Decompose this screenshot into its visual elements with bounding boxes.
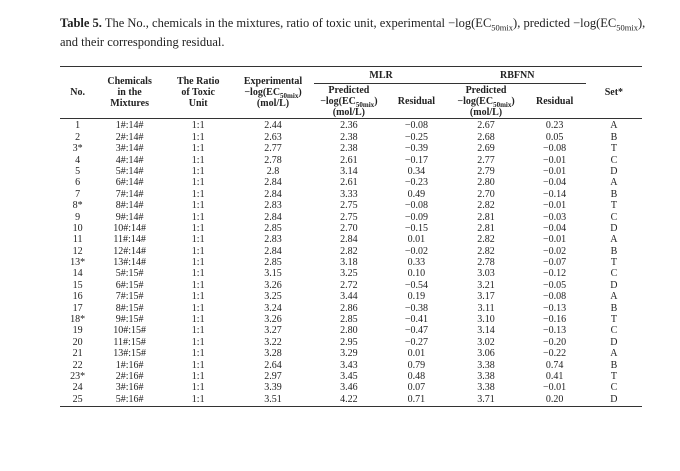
cell-no: 16 <box>72 291 83 303</box>
cell-mlr-residual: 0.07 <box>407 382 426 394</box>
cell-rbfnn-residual: −0.01 <box>543 165 567 177</box>
cell-mlr-residual: 0.49 <box>407 188 426 200</box>
cell-rbfnn-residual: −0.13 <box>543 325 567 337</box>
cell-rbfnn-predicted: 3.03 <box>477 268 495 280</box>
cell-mlr-residual: 0.01 <box>407 348 426 360</box>
cell-ratio: 1:1 <box>191 370 205 382</box>
cell-experimental: 3.26 <box>264 279 282 291</box>
header-rbfnn: RBFNN <box>449 67 586 84</box>
table-row <box>60 144 642 155</box>
cell-mlr-residual: 0.71 <box>407 393 426 405</box>
cell-chemicals: 3#:14# <box>115 143 144 155</box>
cell-mlr-residual: −0.08 <box>404 120 428 132</box>
header-experimental-line2: $-\log(EC_{50mix})$ <box>244 87 302 100</box>
header-set: Set* <box>586 67 642 119</box>
cell-experimental: 2.83 <box>264 200 282 212</box>
cell-rbfnn-predicted: 2.69 <box>477 143 495 155</box>
table-row <box>60 337 642 348</box>
cell-rbfnn-residual: −0.14 <box>543 188 567 200</box>
cell-ratio: 1:1 <box>191 279 205 291</box>
cell-ratio: 1:1 <box>191 131 205 143</box>
cell-mlr-predicted: 3.46 <box>340 382 358 394</box>
cell-experimental: 2.85 <box>264 257 282 269</box>
cell-mlr-predicted: 2.95 <box>340 336 358 348</box>
cell-no: 4 <box>75 154 81 166</box>
cell-set: B <box>610 302 618 314</box>
table-row <box>60 178 642 189</box>
table-row <box>60 292 642 303</box>
caption-text-1: The No., chemicals in the mixtures, ratio of toxic unit, experimental −log(EC <box>101 16 492 30</box>
cell-rbfnn-predicted: 2.82 <box>477 234 495 246</box>
cell-mlr-predicted: 4.22 <box>340 393 358 405</box>
header-no: No. <box>60 67 95 119</box>
cell-no: 24 <box>72 382 83 394</box>
cell-rbfnn-residual: −0.20 <box>543 336 567 348</box>
cell-rbfnn-residual: 0.74 <box>545 359 564 371</box>
cell-ratio: 1:1 <box>191 302 205 314</box>
cell-ratio: 1:1 <box>191 200 205 212</box>
table-row <box>60 224 642 235</box>
caption-subscript-1: 50mix <box>491 22 514 33</box>
header-experimental <box>232 67 313 119</box>
cell-chemicals: 2#:16# <box>115 370 144 382</box>
table-row <box>60 235 642 246</box>
cell-mlr-predicted: 2.38 <box>340 143 358 155</box>
cell-rbfnn-residual: −0.01 <box>543 382 567 394</box>
cell-experimental: 2.84 <box>264 177 282 189</box>
cell-no: 18* <box>70 314 86 326</box>
cell-no: 9 <box>75 211 81 223</box>
cell-ratio: 1:1 <box>191 120 205 132</box>
cell-set: T <box>610 143 617 155</box>
cell-mlr-predicted: 2.84 <box>340 234 358 246</box>
cell-set: C <box>610 268 618 280</box>
cell-rbfnn-residual: −0.05 <box>543 279 567 291</box>
cell-mlr-residual: 0.10 <box>407 268 426 280</box>
cell-no: 3* <box>72 143 83 155</box>
cell-chemicals: 5#:16# <box>115 393 144 405</box>
cell-set: T <box>610 200 617 212</box>
cell-set: C <box>610 325 618 337</box>
cell-experimental: 2.97 <box>264 370 282 382</box>
cell-set: T <box>610 257 617 269</box>
cell-chemicals: 1#:14# <box>115 120 144 132</box>
cell-rbfnn-residual: −0.03 <box>543 211 567 223</box>
cell-no: 25 <box>72 393 83 405</box>
cell-mlr-residual: 0.34 <box>407 165 426 177</box>
table-row <box>60 155 642 166</box>
cell-chemicals: 4#:14# <box>115 154 144 166</box>
table-body <box>60 119 642 407</box>
cell-ratio: 1:1 <box>191 348 205 360</box>
cell-chemicals: 2#:14# <box>115 131 144 143</box>
cell-experimental: 3.15 <box>264 268 282 280</box>
cell-chemicals: 11#:14# <box>113 234 146 246</box>
cell-mlr-predicted: 2.70 <box>340 222 358 234</box>
cell-no: 1 <box>75 120 81 132</box>
header-chemicals <box>95 67 164 119</box>
header-ratio-line1: The Ratio <box>176 76 220 87</box>
cell-rbfnn-residual: 0.41 <box>545 370 564 382</box>
table-row <box>60 201 642 212</box>
cell-set: D <box>610 336 618 348</box>
cell-rbfnn-predicted: 2.79 <box>477 165 495 177</box>
cell-ratio: 1:1 <box>191 359 205 371</box>
cell-rbfnn-predicted: 3.38 <box>477 359 495 371</box>
cell-rbfnn-residual: −0.02 <box>543 245 567 257</box>
cell-rbfnn-predicted: 2.81 <box>477 222 495 234</box>
cell-chemicals: 9#:14# <box>115 211 144 223</box>
cell-mlr-predicted: 2.38 <box>340 131 358 143</box>
cell-set: C <box>610 211 618 223</box>
caption-text-3: ), and their corresponding residual. <box>60 16 646 49</box>
cell-mlr-predicted: 3.14 <box>340 165 358 177</box>
cell-chemicals: 7#:15# <box>115 291 144 303</box>
cell-rbfnn-residual: −0.22 <box>543 348 567 360</box>
cell-mlr-predicted: 3.33 <box>340 188 358 200</box>
cell-no: 20 <box>72 336 83 348</box>
cell-mlr-residual: −0.15 <box>404 222 428 234</box>
cell-experimental: 2.8 <box>266 165 280 177</box>
table-row <box>60 360 642 371</box>
cell-mlr-predicted: 2.36 <box>340 120 358 132</box>
cell-mlr-predicted: 2.80 <box>340 325 358 337</box>
cell-experimental: 2.84 <box>264 211 282 223</box>
cell-set: B <box>610 359 618 371</box>
header-rbfnn-residual: Residual <box>523 84 585 119</box>
cell-no: 2 <box>75 131 81 143</box>
header-ratio <box>164 67 233 119</box>
cell-experimental: 2.83 <box>264 234 282 246</box>
cell-experimental: 3.22 <box>264 336 282 348</box>
header-ratio-line3: Unit <box>188 98 208 109</box>
cell-mlr-predicted: 2.86 <box>340 302 358 314</box>
cell-set: D <box>610 393 618 405</box>
table-row <box>60 280 642 291</box>
cell-experimental: 3.28 <box>264 348 282 360</box>
cell-set: A <box>610 348 618 360</box>
cell-experimental: 2.63 <box>264 131 282 143</box>
cell-chemicals: 3#:16# <box>115 382 144 394</box>
table-row <box>60 372 642 383</box>
cell-mlr-predicted: 3.44 <box>340 291 358 303</box>
cell-chemicals: 6#:15# <box>115 279 144 291</box>
cell-no: 17 <box>72 302 83 314</box>
cell-no: 22 <box>72 359 83 371</box>
cell-rbfnn-residual: −0.01 <box>543 234 567 246</box>
table-row <box>60 315 642 326</box>
table-label: Table 5. <box>60 16 102 30</box>
table-caption <box>60 14 660 52</box>
cell-rbfnn-predicted: 2.82 <box>477 200 495 212</box>
table-row <box>60 258 642 269</box>
cell-no: 11 <box>72 234 83 246</box>
cell-experimental: 3.25 <box>264 291 282 303</box>
table-row <box>60 189 642 200</box>
cell-no: 23* <box>70 370 86 382</box>
cell-rbfnn-residual: −0.08 <box>543 143 567 155</box>
cell-set: D <box>610 222 618 234</box>
cell-experimental: 3.39 <box>264 382 282 394</box>
header-experimental-line3: (mol/L) <box>256 98 290 109</box>
table-row <box>60 212 642 223</box>
cell-no: 8* <box>72 200 83 212</box>
cell-experimental: 3.51 <box>264 393 282 405</box>
caption-text-2: ), predicted −log(EC <box>513 16 617 30</box>
cell-set: B <box>610 188 618 200</box>
cell-set: A <box>610 177 618 189</box>
header-experimental-line1: Experimental <box>243 76 303 87</box>
cell-chemicals: 10#:14# <box>113 222 146 234</box>
cell-no: 5 <box>75 165 81 177</box>
cell-mlr-residual: −0.47 <box>404 325 428 337</box>
table-row <box>60 132 642 143</box>
cell-rbfnn-predicted: 3.02 <box>477 336 495 348</box>
cell-mlr-residual: −0.27 <box>404 336 428 348</box>
cell-rbfnn-residual: 0.20 <box>545 393 564 405</box>
cell-rbfnn-predicted: 2.82 <box>477 245 495 257</box>
caption-subscript-2: 50mix <box>616 22 638 33</box>
cell-ratio: 1:1 <box>191 291 205 303</box>
cell-experimental: 2.84 <box>264 188 282 200</box>
cell-rbfnn-predicted: 3.11 <box>477 302 495 314</box>
cell-mlr-residual: −0.54 <box>404 279 428 291</box>
cell-experimental: 2.78 <box>264 154 282 166</box>
cell-rbfnn-predicted: 3.14 <box>477 325 495 337</box>
table-row <box>60 326 642 337</box>
cell-ratio: 1:1 <box>191 177 205 189</box>
header-mlr-residual: Residual <box>384 84 448 119</box>
cell-mlr-residual: −0.39 <box>404 143 428 155</box>
cell-ratio: 1:1 <box>191 314 205 326</box>
cell-no: 13* <box>70 257 86 269</box>
cell-experimental: 2.77 <box>264 143 282 155</box>
cell-rbfnn-residual: −0.04 <box>543 222 567 234</box>
cell-mlr-predicted: 3.18 <box>340 257 358 269</box>
cell-set: D <box>610 165 618 177</box>
cell-rbfnn-predicted: 2.78 <box>477 257 495 269</box>
cell-mlr-residual: 0.19 <box>407 291 426 303</box>
cell-no: 6 <box>75 177 81 189</box>
cell-mlr-predicted: 2.82 <box>340 245 358 257</box>
cell-experimental: 2.84 <box>264 245 282 257</box>
cell-ratio: 1:1 <box>191 154 205 166</box>
cell-mlr-residual: −0.41 <box>404 314 428 326</box>
cell-ratio: 1:1 <box>191 257 205 269</box>
header-mlr: MLR <box>314 67 449 84</box>
cell-mlr-predicted: 2.61 <box>340 154 358 166</box>
cell-mlr-residual: −0.23 <box>404 177 428 189</box>
cell-experimental: 3.26 <box>264 314 282 326</box>
cell-set: B <box>610 245 618 257</box>
cell-rbfnn-predicted: 2.81 <box>477 211 495 223</box>
cell-chemicals: 10#:15# <box>113 325 146 337</box>
cell-chemicals: 9#:15# <box>115 314 144 326</box>
cell-set: T <box>610 370 617 382</box>
cell-rbfnn-residual: 0.23 <box>545 120 564 132</box>
cell-set: A <box>610 291 618 303</box>
cell-rbfnn-predicted: 2.77 <box>477 154 495 166</box>
cell-mlr-residual: −0.17 <box>404 154 428 166</box>
results-table <box>60 66 642 407</box>
table-row <box>60 269 642 280</box>
cell-ratio: 1:1 <box>191 245 205 257</box>
cell-rbfnn-predicted: 3.17 <box>477 291 495 303</box>
cell-rbfnn-predicted: 3.06 <box>477 348 495 360</box>
cell-mlr-predicted: 3.29 <box>340 348 358 360</box>
cell-no: 7 <box>75 188 81 200</box>
cell-mlr-predicted: 2.85 <box>340 314 358 326</box>
cell-experimental: 3.27 <box>264 325 282 337</box>
cell-mlr-residual: 0.01 <box>407 234 426 246</box>
cell-chemicals: 13#:14# <box>113 257 146 269</box>
table-row <box>60 167 642 178</box>
cell-rbfnn-residual: −0.07 <box>543 257 567 269</box>
header-chemicals-line1: Chemicals <box>107 76 152 87</box>
cell-ratio: 1:1 <box>191 211 205 223</box>
cell-no: 21 <box>72 348 83 360</box>
cell-ratio: 1:1 <box>191 165 205 177</box>
cell-ratio: 1:1 <box>191 382 205 394</box>
cell-mlr-predicted: 3.45 <box>340 370 358 382</box>
cell-rbfnn-predicted: 3.38 <box>477 370 495 382</box>
cell-set: D <box>610 279 618 291</box>
cell-chemicals: 8#:14# <box>115 200 144 212</box>
cell-mlr-residual: 0.33 <box>407 257 426 269</box>
cell-mlr-predicted: 2.61 <box>340 177 358 189</box>
cell-chemicals: 7#:14# <box>115 188 144 200</box>
cell-chemicals: 8#:15# <box>115 302 144 314</box>
cell-no: 12 <box>72 245 83 257</box>
cell-set: A <box>610 234 618 246</box>
header-ratio-line2: of Toxic <box>181 87 215 98</box>
cell-mlr-residual: −0.08 <box>404 200 428 212</box>
cell-rbfnn-predicted: 2.67 <box>477 120 495 132</box>
cell-mlr-residual: 0.48 <box>407 370 426 382</box>
table-row <box>60 349 642 360</box>
cell-chemicals: 1#:16# <box>115 359 144 371</box>
cell-chemicals: 5#:15# <box>115 268 144 280</box>
cell-ratio: 1:1 <box>191 188 205 200</box>
table-row <box>60 246 642 257</box>
cell-set: B <box>610 131 618 143</box>
cell-ratio: 1:1 <box>191 143 205 155</box>
cell-ratio: 1:1 <box>191 234 205 246</box>
cell-mlr-predicted: 2.72 <box>340 279 358 291</box>
cell-mlr-predicted: 3.25 <box>340 268 358 280</box>
cell-no: 15 <box>72 279 83 291</box>
table-row <box>60 383 642 394</box>
cell-mlr-residual: −0.38 <box>404 302 428 314</box>
cell-mlr-predicted: 2.75 <box>340 200 358 212</box>
cell-experimental: 3.24 <box>264 302 282 314</box>
cell-ratio: 1:1 <box>191 268 205 280</box>
cell-no: 10 <box>72 222 83 234</box>
cell-rbfnn-residual: −0.04 <box>543 177 567 189</box>
header-chemicals-line2: in the <box>117 87 142 98</box>
cell-rbfnn-residual: −0.01 <box>543 154 567 166</box>
cell-mlr-predicted: 3.43 <box>340 359 358 371</box>
header-chemicals-line3: Mixtures <box>110 98 149 109</box>
cell-chemicals: 5#:14# <box>115 165 144 177</box>
cell-rbfnn-predicted: 2.68 <box>477 131 495 143</box>
cell-ratio: 1:1 <box>191 222 205 234</box>
table-row <box>60 303 642 314</box>
cell-experimental: 2.64 <box>264 359 282 371</box>
cell-set: C <box>610 382 618 394</box>
cell-mlr-residual: 0.79 <box>407 359 426 371</box>
cell-no: 19 <box>72 325 83 337</box>
cell-ratio: 1:1 <box>191 325 205 337</box>
cell-mlr-predicted: 2.75 <box>340 211 358 223</box>
cell-set: A <box>610 120 618 132</box>
table-row <box>60 394 642 406</box>
cell-rbfnn-residual: −0.16 <box>543 314 567 326</box>
cell-rbfnn-predicted: 2.80 <box>477 177 495 189</box>
cell-chemicals: 11#:15# <box>113 336 146 348</box>
cell-rbfnn-residual: −0.13 <box>543 302 567 314</box>
header-rbfnn-predicted: Predicted $-\log(EC_{50mix})$ (mol/L) <box>449 84 524 119</box>
cell-rbfnn-residual: 0.05 <box>545 131 564 143</box>
cell-mlr-residual: −0.09 <box>404 211 428 223</box>
cell-rbfnn-predicted: 3.71 <box>477 393 495 405</box>
cell-set: C <box>610 154 618 166</box>
header-mlr-predicted: Predicted $-\log(EC_{50mix})$ (mol/L) <box>314 84 385 119</box>
table-row <box>60 119 642 133</box>
cell-rbfnn-residual: −0.12 <box>543 268 567 280</box>
cell-rbfnn-predicted: 3.21 <box>477 279 495 291</box>
cell-chemicals: 13#:15# <box>113 348 146 360</box>
cell-experimental: 2.44 <box>264 120 282 132</box>
cell-no: 14 <box>72 268 83 280</box>
cell-rbfnn-residual: −0.01 <box>543 200 567 212</box>
cell-set: T <box>610 314 617 326</box>
cell-rbfnn-predicted: 3.38 <box>477 382 495 394</box>
cell-mlr-residual: −0.25 <box>404 131 428 143</box>
cell-rbfnn-predicted: 2.70 <box>477 188 495 200</box>
cell-ratio: 1:1 <box>191 393 205 405</box>
cell-rbfnn-residual: −0.08 <box>543 291 567 303</box>
cell-mlr-residual: −0.02 <box>404 245 428 257</box>
cell-chemicals: 12#:14# <box>113 245 146 257</box>
cell-experimental: 2.85 <box>264 222 282 234</box>
cell-ratio: 1:1 <box>191 336 205 348</box>
cell-chemicals: 6#:14# <box>115 177 144 189</box>
cell-rbfnn-predicted: 3.10 <box>477 314 495 326</box>
